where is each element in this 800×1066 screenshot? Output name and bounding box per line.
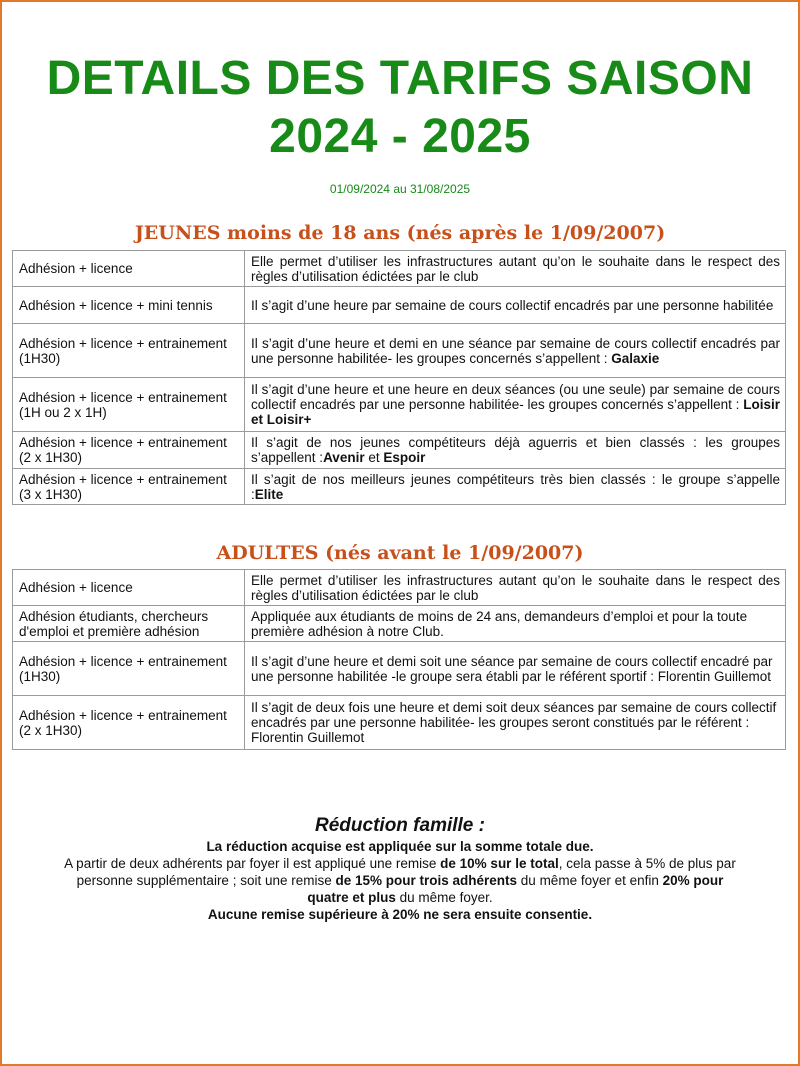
row-label: Adhésion + licence + entrainement (1H30)	[13, 324, 245, 378]
row-label: Adhésion + licence + entrainement (1H ou 2 x 1H)	[13, 378, 245, 432]
row-label: Adhésion + licence	[13, 251, 245, 287]
adultes-tariff-table	[12, 569, 786, 750]
table-row	[13, 642, 786, 696]
page-title-line2: 2024 - 2025	[269, 110, 531, 163]
jeunes-section-title: JEUNES moins de 18 ans (nés après le 1/09/2007)	[134, 222, 666, 244]
adultes-section-title: ADULTES (nés avant le 1/09/2007)	[216, 542, 584, 564]
description-text: Il s’agit de nos jeunes compétiteurs déjà aguerris et bien classés : les groupes s’appellent :	[251, 435, 780, 465]
text-segment-bold: de 15% pour trois adhérents	[335, 873, 518, 888]
row-label: Adhésion + licence + entrainement (2 x 1H30)	[13, 432, 245, 469]
row-description: Il s’agit d’une heure et demi soit une séance par semaine de cours collectif encadré par une personne habilitée -le groupe sera établi par le référent sportif : Florentin Guillemot	[245, 642, 786, 696]
text-segment: A partir de deux adhérents par foyer il est appliqué une remise	[64, 856, 441, 871]
table-row	[13, 696, 786, 750]
family-discount-line1: La réduction acquise est appliquée sur la somme totale due.	[206, 839, 594, 854]
description-text: Il s’agit de nos meilleurs jeunes compétiteurs très bien classés : le groupe s’appelle :	[251, 471, 780, 502]
text-segment-bold: 20% pour quatre et plus	[307, 873, 724, 905]
row-description: Appliquée aux étudiants de moins de 24 ans, demandeurs d’emploi et pour la toute première adhésion à notre Club.	[245, 606, 786, 642]
table-row	[13, 324, 786, 378]
text-segment: , cela passe à 5% de plus par personne supplémentaire ; soit une remise	[76, 856, 736, 888]
group-name: Espoir	[383, 450, 426, 465]
row-description: Il s’agit de deux fois une heure et demi soit deux séances par semaine de cours collectif encadrés par une personne habilitée- les groupes seront constitués par le référent : Florentin Guillemot	[245, 696, 786, 750]
row-description	[245, 378, 786, 432]
group-name: Avenir	[323, 450, 365, 465]
text-segment-bold: de 10% sur le total	[440, 856, 559, 871]
table-row	[13, 378, 786, 432]
page-title-line1: DETAILS DES TARIFS SAISON	[46, 52, 754, 105]
group-name: Loisir et Loisir+	[251, 397, 780, 427]
group-name: Elite	[254, 486, 284, 502]
jeunes-tariff-table	[12, 250, 786, 505]
family-discount-details	[60, 855, 740, 906]
season-dates: 01/09/2024 au 31/08/2025	[329, 182, 471, 196]
text-segment: du même foyer.	[395, 890, 493, 905]
row-label: Adhésion + licence + entrainement (2 x 1H30)	[13, 696, 245, 750]
row-label: Adhésion + licence	[13, 570, 245, 606]
row-description	[245, 469, 786, 505]
family-discount-title: Réduction famille :	[315, 815, 485, 836]
row-description	[245, 432, 786, 469]
row-label: Adhésion + licence + entrainement (3 x 1H30)	[13, 469, 245, 505]
table-row	[13, 570, 786, 606]
family-discount	[2, 814, 798, 923]
description-text: Il s’agit d’une heure et demi en une séance par semaine de cours collectif encadrés par une personne habilitée- les groupes concernés s’appellent :	[251, 335, 780, 366]
row-description	[245, 324, 786, 378]
text-segment: du même foyer et enfin	[517, 873, 663, 888]
row-description: Il s’agit d’une heure par semaine de cours collectif encadrés par une personne habilitée	[245, 287, 786, 324]
table-row	[13, 287, 786, 324]
conjunction: et	[364, 450, 384, 465]
family-discount-line3: Aucune remise supérieure à 20% ne sera ensuite consentie.	[207, 907, 593, 922]
table-row	[13, 606, 786, 642]
table-row	[13, 432, 786, 469]
row-label: Adhésion étudiants, chercheurs d'emploi et première adhésion	[13, 606, 245, 642]
row-description: Elle permet d’utiliser les infrastructures autant qu’on le souhaite dans le respect des règles d’utilisation édictées par le club	[245, 251, 786, 287]
row-label: Adhésion + licence + entrainement (1H30)	[13, 642, 245, 696]
row-label: Adhésion + licence + mini tennis	[13, 287, 245, 324]
table-row	[13, 251, 786, 287]
table-row	[13, 469, 786, 505]
description-text: Il s’agit d’une heure et une heure en deux séances (ou une seule) par semaine de cours collectif encadrés par une personne habilitée- les groupes concernés s’appellent :	[251, 382, 780, 412]
row-description: Elle permet d’utiliser les infrastructures autant qu’on le souhaite dans le respect des règles d’utilisation édictées par le club	[245, 570, 786, 606]
group-name: Galaxie	[611, 350, 660, 366]
